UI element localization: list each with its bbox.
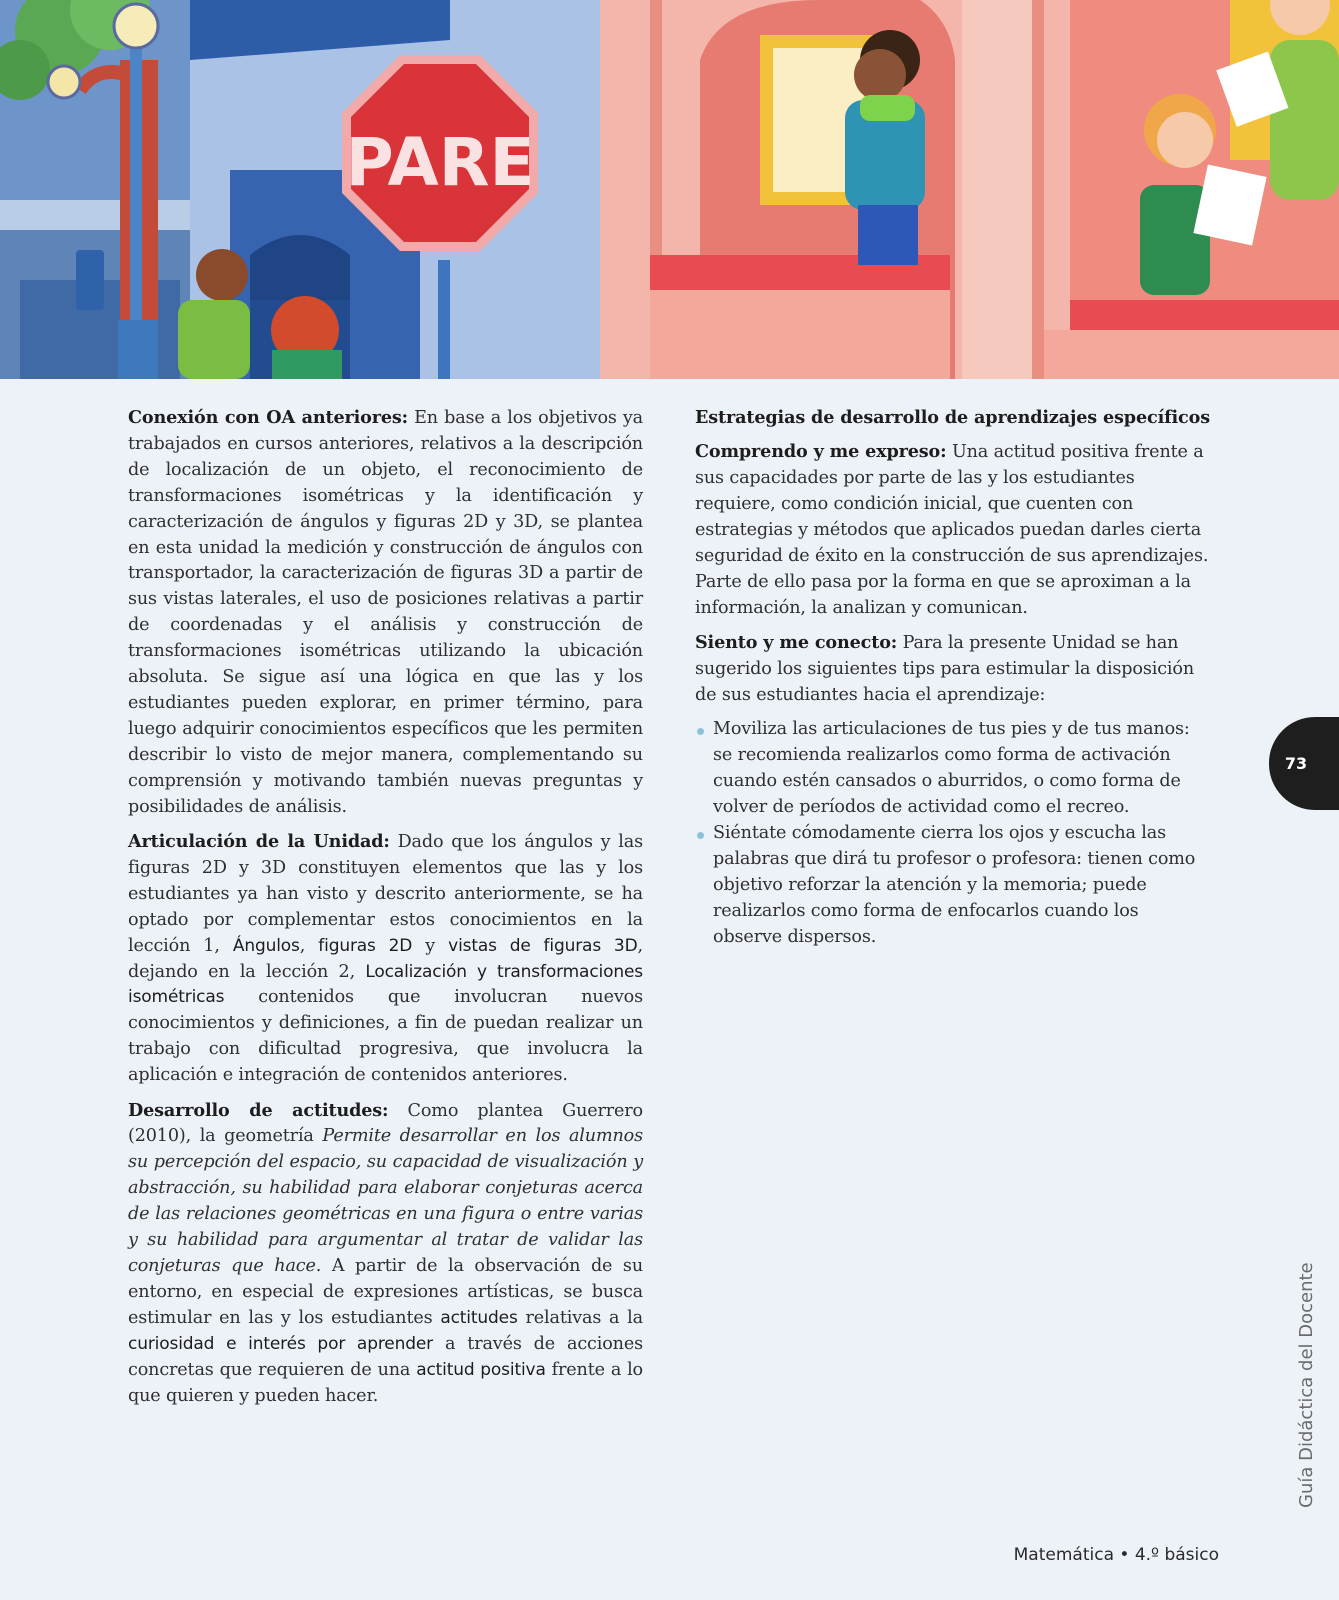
paragraph-text: , dejando en la lección 2, (128, 935, 643, 982)
paragraph-text: Como plantea Guerrero (2010), la geometría (128, 1100, 643, 1147)
tips-list (695, 717, 1210, 950)
quote: Permite desarrollar en los alumnos su percepción del espacio, su capacidad de visualización y abstracción, su habilidad para elaborar conjeturas acerca de las relaciones geométricas en una figura o entre varias y su habilidad para argumentar al tratar de validar las conjeturas que hace (128, 1126, 643, 1276)
footer-subject: Matemática • 4.º básico (1013, 1545, 1219, 1565)
paragraph-text: En base a los objetivos ya trabajados en cursos anteriores, relativos a la descripción de localización de un objeto, el reconocimiento de transformaciones isométricas y la identificación y caracterización de ángulos y figuras 2D y 3D, se plantea en esta unidad la medición y construcción de ángulos con transportador, la caracterización de figuras 3D a partir de sus vistas laterales, el uso de posiciones relativas a partir de coordenadas y el análisis y construcción de transformaciones isométricas utilizando la ubicación absoluta. Se sigue así una lógica en que las y los estudiantes pueden explorar, en primer término, para luego adquirir conocimientos específicos que les permiten describir lo visto de mejor manera, complementando su comprensión y motivando también nuevas preguntas y posibilidades de análisis. (128, 408, 643, 817)
keyword: curiosidad e interés por aprender (128, 1333, 434, 1354)
paragraph-lead: Conexión con OA anteriores: (128, 407, 409, 428)
paragraph-text: . A partir de la observación de su entorno, en especial de expresiones artísticas, se busca estimular en las y los estudiantes (128, 1256, 643, 1328)
paragraph-siento (695, 630, 1210, 709)
keyword: Localización y transformaciones isométricas (128, 961, 643, 1008)
keyword: Ángulos (232, 935, 300, 956)
paragraph-conexion (128, 405, 643, 821)
keyword: figuras 2D (318, 935, 413, 956)
paragraph-lead: Siento y me conecto: (695, 632, 898, 654)
paragraph-text: , (299, 935, 319, 956)
left-column (128, 405, 643, 1418)
list-item: Moviliza las articulaciones de tus pies y de tus manos: se recomienda realizarlos como forma de activación cuando estén cansados o aburridos, o como forma de volver de períodos de actividad como el recreo. (695, 717, 1210, 821)
stop-sign-text: PARE (345, 124, 535, 201)
header-illustration (0, 0, 1339, 379)
page-number: 73 (1284, 754, 1308, 773)
paragraph-actitudes (128, 1098, 643, 1410)
paragraph-text: frente a lo que quieren y pueden hacer. (128, 1359, 643, 1406)
paragraph-text: relativas a la (517, 1307, 643, 1328)
right-column (695, 405, 1210, 951)
paragraph-text: y (412, 935, 449, 956)
guide-title: Guía Didáctica del Docente (1296, 1262, 1317, 1508)
paragraph-lead: Articulación de la Unidad: (128, 831, 390, 852)
list-item: Siéntate cómodamente cierra los ojos y escucha las palabras que dirá tu profesor o profesora: tienen como objetivo reforzar la atención y la memoria; puede realizarlos como forma de enfocarlos cuando los observe dispersos. (695, 821, 1210, 951)
paragraph-articulacion (128, 829, 643, 1089)
section-heading: Estrategias de desarrollo de aprendizajes específicos (695, 407, 1210, 428)
keyword: actitud positiva (416, 1359, 546, 1380)
paragraph-text: Una actitud positiva frente a sus capacidades por parte de las y los estudiantes requiere, como condición inicial, que cuenten con estrategias y métodos que aplicados puedan darles cierta seguridad de éxito en la construcción de sus aprendizajes. Parte de ello pasa por la forma en que se aproximan a la información, la analizan y comunican. (695, 442, 1209, 618)
paragraph-lead: Desarrollo de actitudes: (128, 1099, 389, 1121)
paragraph-comprendo (695, 439, 1210, 621)
keyword: actitudes (440, 1307, 518, 1328)
paragraph-text: a través de acciones concretas que requieren de una (128, 1333, 643, 1380)
page-number-tab (1269, 717, 1339, 810)
keyword: vistas de figuras 3D (448, 935, 638, 956)
paragraph-text: Para la presente Unidad se han sugerido los siguientes tips para estimular la disposición de sus estudiantes hacia el aprendizaje: (695, 633, 1195, 706)
paragraph-text: Dado que los ángulos y las figuras 2D y 3D constituyen elementos que las y los estudiantes ya han visto y descrito anteriormente, se ha optado por complementar estos conocimientos en la lección 1, (128, 832, 643, 956)
paragraph-lead: Comprendo y me expreso: (695, 441, 947, 463)
paragraph-text: contenidos que involucran nuevos conocimientos y definiciones, a fin de puedan realizar un trabajo con dificultad progresiva, que involucra la aplicación e integración de contenidos anteriores. (128, 987, 643, 1086)
